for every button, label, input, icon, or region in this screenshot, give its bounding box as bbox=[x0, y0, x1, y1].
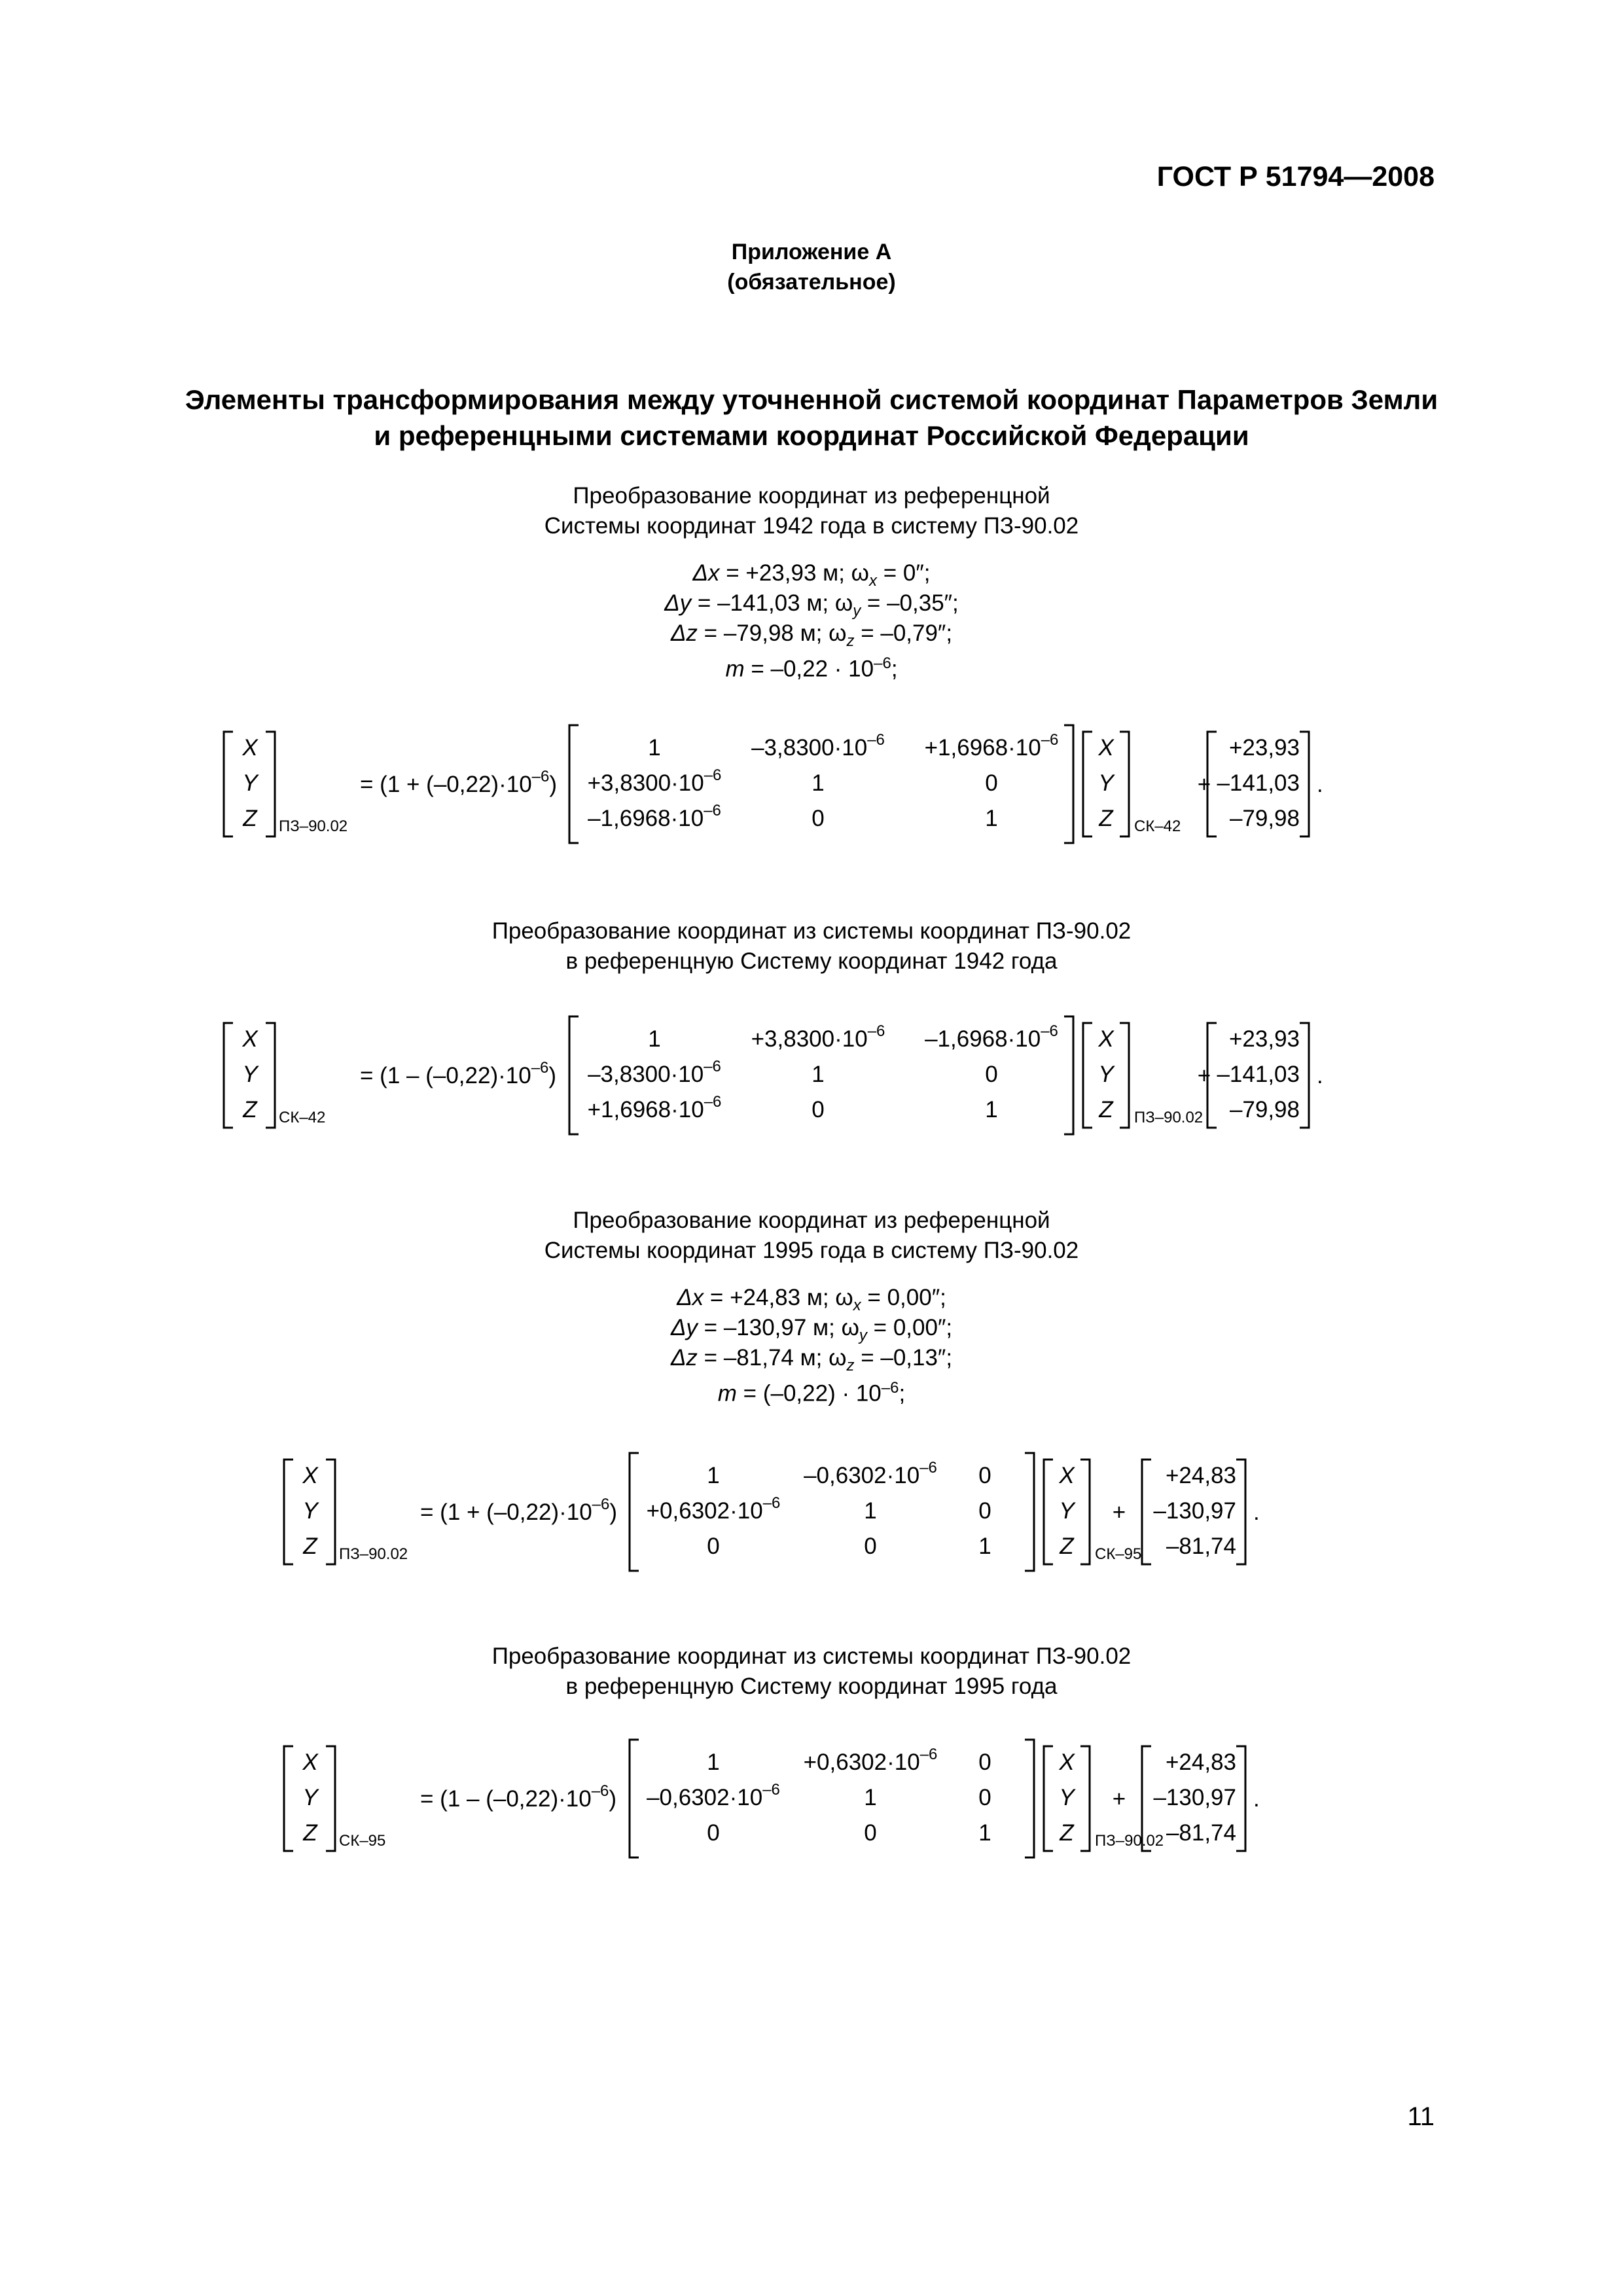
matrix-bracket-right bbox=[1064, 1016, 1073, 1134]
shift-vector-value: –130,97 bbox=[1153, 1498, 1236, 1524]
section-2-heading-line-2: в референцную Систему координат 1942 года bbox=[565, 948, 1058, 974]
matrix-cell: 1 bbox=[978, 1534, 991, 1559]
matrix-cell: $-0,6302\cdot 10^{-6}$ bbox=[647, 1781, 780, 1810]
lhs-vector-label: Y bbox=[302, 1498, 318, 1524]
equation-1-svg bbox=[0, 720, 1623, 864]
section-3-heading-line-2: Системы координат 1995 года в систему ПЗ-90.02 bbox=[544, 1238, 1079, 1263]
section-2-heading-line-1: Преобразование координат из системы координат ПЗ-90.02 bbox=[491, 918, 1132, 944]
equation-period: . bbox=[1317, 1063, 1323, 1088]
rhs-subscript: СК–95 bbox=[1095, 1545, 1142, 1563]
lhs-vector-label: Y bbox=[242, 1062, 258, 1087]
matrix-cell: 1 bbox=[648, 1026, 661, 1052]
matrix-cell: 0 bbox=[978, 1749, 991, 1775]
rhs-vector-label: X bbox=[1098, 735, 1114, 761]
section-3-param-m: $m = (-0,22) \cdot 10^{-6}$; bbox=[717, 1379, 906, 1407]
lhs-vector-label: Z bbox=[303, 1820, 317, 1846]
rhs-subscript: ПЗ–90.02 bbox=[1134, 1109, 1204, 1126]
matrix-cell: 1 bbox=[864, 1498, 877, 1524]
matrix-cell: 1 bbox=[812, 1062, 825, 1087]
rhs-bracket-right bbox=[1120, 1023, 1129, 1128]
plus-sign: + bbox=[1112, 1786, 1126, 1812]
matrix-cell: 0 bbox=[812, 806, 825, 831]
rhs-bracket-left bbox=[1044, 1460, 1053, 1564]
section-1-param-y: Δy = –141,03 м; $\omega_y = -0,35''$; bbox=[664, 590, 959, 620]
shift-vector-value: –141,03 bbox=[1217, 770, 1300, 796]
lhs-bracket-left bbox=[284, 1746, 293, 1851]
section-4-heading-line-2: в референцную Систему координат 1995 года bbox=[565, 1674, 1058, 1699]
matrix-cell: $-0,6302\cdot 10^{-6}$ bbox=[804, 1459, 937, 1488]
matrix-cell: $+0,6302\cdot 10^{-6}$ bbox=[803, 1746, 938, 1775]
rhs-vector-label: X bbox=[1098, 1026, 1114, 1052]
matrix-cell: 0 bbox=[864, 1534, 877, 1559]
matrix-bracket-right bbox=[1064, 725, 1073, 843]
section-1-param-x: Δx = +23,93 м; $\omega_x = 0''$; bbox=[692, 560, 931, 590]
matrix-cell: $+3,8300\cdot 10^{-6}$ bbox=[587, 766, 722, 796]
matrix-cell: 1 bbox=[812, 770, 825, 796]
rhs-bracket-right bbox=[1080, 1460, 1090, 1564]
section-1-param-m: $m = -0,22 \cdot 10^{-6}$; bbox=[725, 655, 898, 682]
rhs-bracket-left bbox=[1083, 732, 1092, 836]
matrix-cell: 1 bbox=[978, 1820, 991, 1846]
matrix-cell: $+0,6302\cdot 10^{-6}$ bbox=[646, 1494, 781, 1524]
equation-period: . bbox=[1253, 1499, 1260, 1525]
shift-bracket-left bbox=[1142, 1460, 1151, 1564]
rhs-vector-label: X bbox=[1059, 1749, 1075, 1775]
equation-4-svg bbox=[0, 1734, 1623, 1878]
scale-factor: = $(1 - (-0,22)\cdot 10^{-6})$ bbox=[360, 1059, 557, 1088]
rhs-vector-label: Y bbox=[1059, 1498, 1075, 1524]
page-title-line-2: и референцными системами координат Российской Федерации bbox=[374, 420, 1249, 451]
lhs-vector-label: X bbox=[302, 1749, 318, 1775]
matrix-bracket-left bbox=[630, 1453, 639, 1571]
lhs-bracket-left bbox=[224, 732, 233, 836]
matrix-bracket-left bbox=[630, 1740, 639, 1857]
matrix-bracket-left bbox=[569, 725, 579, 843]
lhs-vector-label: X bbox=[242, 735, 258, 761]
rhs-bracket-right bbox=[1120, 732, 1129, 836]
matrix-cell: 0 bbox=[707, 1534, 720, 1559]
shift-vector-value: –141,03 bbox=[1217, 1062, 1300, 1087]
matrix-cell: $-1,6968\cdot 10^{-6}$ bbox=[925, 1022, 1058, 1052]
matrix-cell: 0 bbox=[978, 1498, 991, 1524]
rhs-vector-label: Y bbox=[1098, 1062, 1114, 1087]
rhs-vector-label: Z bbox=[1060, 1820, 1074, 1846]
matrix-cell: $-3,8300\cdot 10^{-6}$ bbox=[588, 1058, 721, 1087]
lhs-bracket-left bbox=[224, 1023, 233, 1128]
matrix-bracket-left bbox=[569, 1016, 579, 1134]
shift-bracket-right bbox=[1300, 732, 1309, 836]
matrix-cell: 0 bbox=[985, 1062, 998, 1087]
page-number: 11 bbox=[1407, 2102, 1435, 2131]
matrix-cell: $+1,6968\cdot 10^{-6}$ bbox=[924, 731, 1059, 761]
rhs-bracket-right bbox=[1080, 1746, 1090, 1851]
shift-vector-value: –81,74 bbox=[1166, 1820, 1236, 1846]
scale-factor: = $(1 - (-0,22)\cdot 10^{-6})$ bbox=[420, 1782, 617, 1812]
lhs-vector-label: Z bbox=[243, 806, 257, 831]
matrix-cell: $-3,8300\cdot 10^{-6}$ bbox=[751, 731, 885, 761]
lhs-bracket-right bbox=[326, 1746, 335, 1851]
equation-3-svg bbox=[0, 1448, 1623, 1592]
matrix-cell: 1 bbox=[707, 1749, 720, 1775]
matrix-cell: 1 bbox=[648, 735, 661, 761]
section-3-param-z: Δz = –81,74 м; $\omega_z = -0,13''$; bbox=[670, 1345, 953, 1374]
matrix-cell: 0 bbox=[812, 1097, 825, 1122]
matrix-bracket-right bbox=[1025, 1453, 1034, 1571]
rhs-subscript: ПЗ–90.02 bbox=[1095, 1832, 1164, 1850]
equation-2-svg bbox=[0, 1011, 1623, 1155]
rhs-vector-label: Z bbox=[1060, 1534, 1074, 1559]
shift-vector-value: +24,83 bbox=[1165, 1749, 1236, 1775]
matrix-cell: 0 bbox=[978, 1785, 991, 1810]
rhs-bracket-left bbox=[1044, 1746, 1053, 1851]
lhs-bracket-right bbox=[266, 1023, 275, 1128]
matrix-cell: 0 bbox=[978, 1463, 991, 1488]
section-4-heading-line-1: Преобразование координат из системы координат ПЗ-90.02 bbox=[491, 1643, 1132, 1669]
scale-factor: = $(1 + (-0,22)\cdot 10^{-6})$ bbox=[360, 768, 558, 797]
rhs-vector-label: X bbox=[1059, 1463, 1075, 1488]
section-1-param-z: Δz = –79,98 м; $\omega_z = -0,79''$; bbox=[670, 620, 953, 650]
lhs-bracket-right bbox=[326, 1460, 335, 1564]
matrix-cell: 1 bbox=[985, 806, 998, 831]
shift-vector-value: +23,93 bbox=[1228, 1026, 1300, 1052]
shift-vector-value: –130,97 bbox=[1153, 1785, 1236, 1810]
matrix-cell: $+1,6968\cdot 10^{-6}$ bbox=[587, 1093, 722, 1122]
plus-sign: + bbox=[1197, 1063, 1211, 1088]
lhs-bracket-right bbox=[266, 732, 275, 836]
equation-period: . bbox=[1317, 772, 1323, 797]
matrix-cell: 1 bbox=[864, 1785, 877, 1810]
matrix-cell: 1 bbox=[707, 1463, 720, 1488]
rhs-bracket-left bbox=[1083, 1023, 1092, 1128]
section-1-heading-line-1: Преобразование координат из референцной bbox=[573, 483, 1050, 509]
lhs-subscript: ПЗ–90.02 bbox=[279, 817, 348, 835]
shift-vector-value: –79,98 bbox=[1229, 806, 1300, 831]
matrix-cell: $+3,8300\cdot 10^{-6}$ bbox=[751, 1022, 885, 1052]
matrix-cell: 0 bbox=[707, 1820, 720, 1846]
lhs-subscript: СК–95 bbox=[339, 1832, 386, 1850]
rhs-vector-label: Z bbox=[1099, 806, 1113, 831]
matrix-bracket-right bbox=[1025, 1740, 1034, 1857]
plus-sign: + bbox=[1197, 772, 1211, 797]
lhs-vector-label: X bbox=[302, 1463, 318, 1488]
document-code: ГОСТ Р 51794—2008 bbox=[1156, 161, 1435, 192]
section-3-param-x: Δx = +24,83 м; $\omega_x = 0,00''$; bbox=[677, 1285, 946, 1314]
scale-factor: = $(1 + (-0,22)\cdot 10^{-6})$ bbox=[420, 1496, 618, 1525]
shift-bracket-right bbox=[1236, 1460, 1245, 1564]
rhs-subscript: СК–42 bbox=[1134, 817, 1181, 835]
rhs-vector-label: Y bbox=[1098, 770, 1114, 796]
matrix-cell: 0 bbox=[985, 770, 998, 796]
lhs-subscript: ПЗ–90.02 bbox=[339, 1545, 408, 1563]
matrix-cell: 1 bbox=[985, 1097, 998, 1122]
section-1-heading-line-2: Системы координат 1942 года в систему ПЗ-90.02 bbox=[544, 513, 1079, 539]
shift-vector-value: +24,83 bbox=[1165, 1463, 1236, 1488]
matrix-cell: 0 bbox=[864, 1820, 877, 1846]
matrix-cell: $-1,6968\cdot 10^{-6}$ bbox=[588, 802, 721, 831]
shift-vector-value: –81,74 bbox=[1166, 1534, 1236, 1559]
page-title-line-1: Элементы трансформирования между уточненной системой координат Параметров Земли bbox=[185, 384, 1438, 415]
lhs-vector-label: X bbox=[242, 1026, 258, 1052]
equation-period: . bbox=[1253, 1786, 1260, 1812]
lhs-vector-label: Z bbox=[303, 1534, 317, 1559]
rhs-vector-label: Y bbox=[1059, 1785, 1075, 1810]
shift-vector-value: +23,93 bbox=[1228, 735, 1300, 761]
lhs-vector-label: Z bbox=[243, 1097, 257, 1122]
appendix-status: (обязательное) bbox=[727, 270, 896, 295]
plus-sign: + bbox=[1112, 1499, 1126, 1525]
shift-bracket-right bbox=[1300, 1023, 1309, 1128]
section-3-heading-line-1: Преобразование координат из референцной bbox=[573, 1208, 1050, 1233]
lhs-bracket-left bbox=[284, 1460, 293, 1564]
shift-bracket-right bbox=[1236, 1746, 1245, 1851]
lhs-subscript: СК–42 bbox=[279, 1109, 326, 1126]
rhs-vector-label: Z bbox=[1099, 1097, 1113, 1122]
appendix-title: Приложение А bbox=[731, 240, 892, 264]
shift-vector-value: –79,98 bbox=[1229, 1097, 1300, 1122]
section-3-param-y: Δy = –130,97 м; $\omega_y = 0,00''$; bbox=[670, 1315, 953, 1344]
lhs-vector-label: Y bbox=[302, 1785, 318, 1810]
lhs-vector-label: Y bbox=[242, 770, 258, 796]
